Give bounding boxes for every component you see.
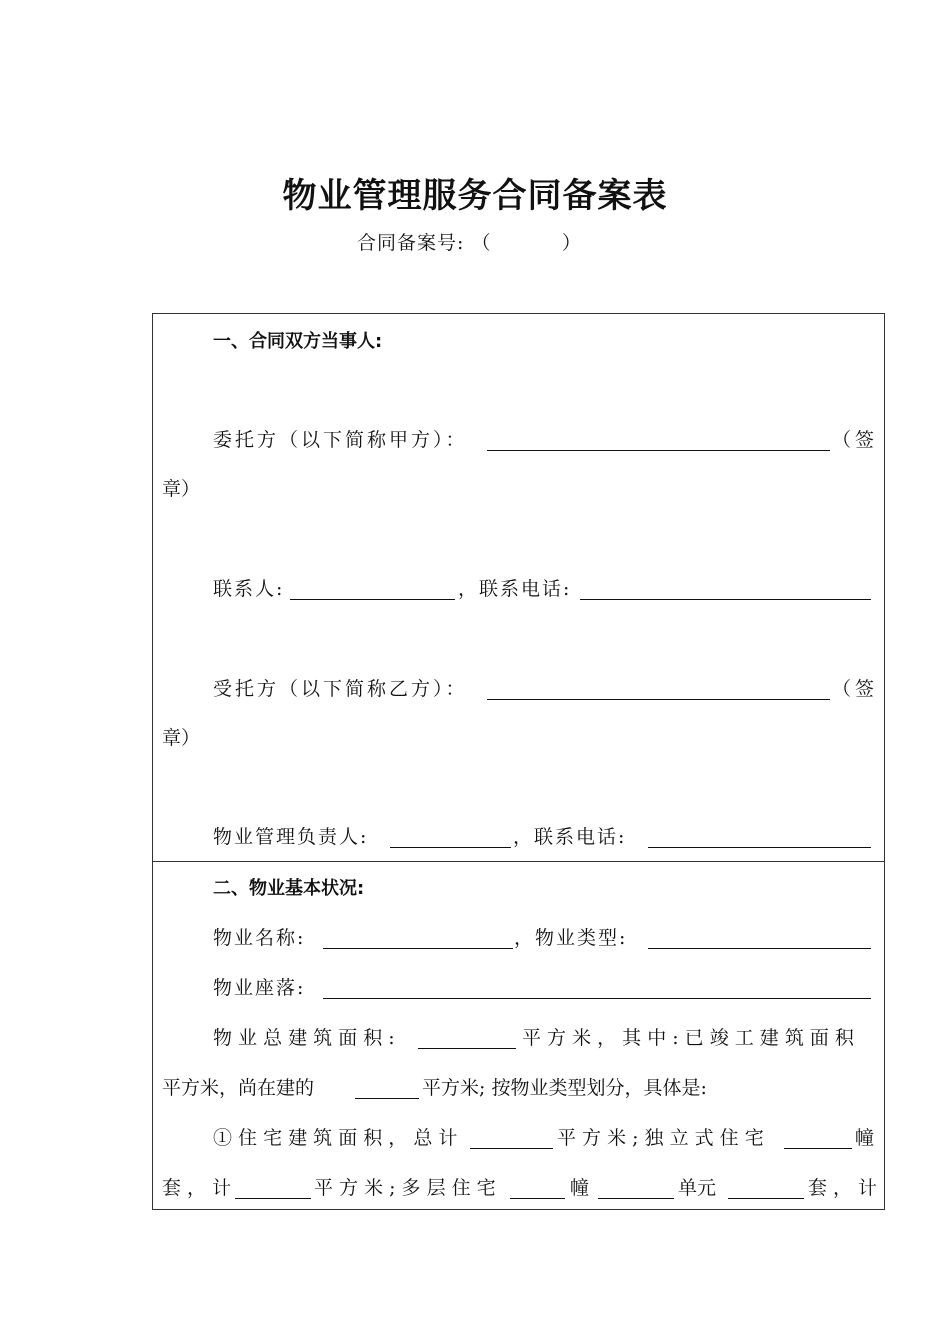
agent-seal-open: （签 xyxy=(832,678,879,700)
contact-phone-label: ，联系电话: xyxy=(458,578,572,600)
principal-label: 委托方（以下简称甲方）： xyxy=(213,429,468,451)
property-type-field[interactable] xyxy=(648,948,871,949)
multistory-unit-label: 单元 xyxy=(678,1177,717,1199)
multistory-sets-suffix: 套，计 xyxy=(808,1177,884,1199)
agent-label: 受托方（以下简称乙方）： xyxy=(213,678,468,700)
manager-label: 物业管理负责人: xyxy=(213,826,369,848)
area-line2-prefix: 平方米，尚在建的 xyxy=(162,1077,315,1099)
res-line2-prefix: 套 ， 计 xyxy=(162,1177,232,1199)
property-type-label: ，物业类型: xyxy=(514,927,628,949)
multistory-label: 平 方 米 ; 多 层 住 宅 xyxy=(314,1177,496,1199)
total-area-unit-and-completed: 平 方 米 ， 其 中 : 已 竣 工 建 筑 面 积 xyxy=(522,1027,854,1049)
detached-buildings-field[interactable] xyxy=(784,1148,852,1149)
property-location-field[interactable] xyxy=(323,998,871,999)
property-name-label: 物业名称: xyxy=(213,927,306,949)
document-title: 物业管理服务合同备案表 xyxy=(282,176,668,216)
area-line2-suffix: 平方米; 按物业类型划分，具体是: xyxy=(422,1077,707,1099)
manager-phone-label: ，联系电话: xyxy=(513,826,627,848)
detached-area-field[interactable] xyxy=(235,1198,311,1199)
manager-field[interactable] xyxy=(390,847,511,848)
agent-field[interactable] xyxy=(487,699,830,700)
contact-field[interactable] xyxy=(290,599,455,600)
principal-seal-open: （签 xyxy=(832,429,879,451)
contact-label: 联系人: xyxy=(213,578,285,600)
residential-area-label: ① 住 宅 建 筑 面 积 ， 总 计 xyxy=(213,1127,458,1149)
agent-seal-close: 章） xyxy=(162,727,201,749)
residential-total-field[interactable] xyxy=(470,1148,553,1149)
multistory-sets-field[interactable] xyxy=(728,1198,804,1199)
under-construction-area-field[interactable] xyxy=(355,1098,419,1099)
principal-seal-close: 章） xyxy=(162,478,201,500)
property-location-label: 物业座落: xyxy=(213,977,306,999)
building-unit-label: 幢 xyxy=(855,1127,875,1149)
total-area-field[interactable] xyxy=(418,1048,516,1049)
detached-house-label: 平 方 米 ; 独 立 式 住 宅 xyxy=(557,1127,764,1149)
multistory-building-unit: 幢 xyxy=(570,1177,590,1199)
manager-phone-field[interactable] xyxy=(648,847,871,848)
section-divider xyxy=(152,861,885,862)
multistory-buildings-field[interactable] xyxy=(510,1198,565,1199)
total-area-label: 物 业 总 建 筑 面 积 : xyxy=(213,1027,395,1049)
principal-field[interactable] xyxy=(487,450,830,451)
section2-heading: 二、物业基本状况: xyxy=(213,878,365,899)
record-number-label: 合同备案号: （ ） xyxy=(357,232,582,254)
property-name-field[interactable] xyxy=(323,948,513,949)
multistory-units-field[interactable] xyxy=(598,1198,674,1199)
section1-heading: 一、合同双方当事人: xyxy=(213,331,383,352)
contact-phone-field[interactable] xyxy=(580,599,871,600)
